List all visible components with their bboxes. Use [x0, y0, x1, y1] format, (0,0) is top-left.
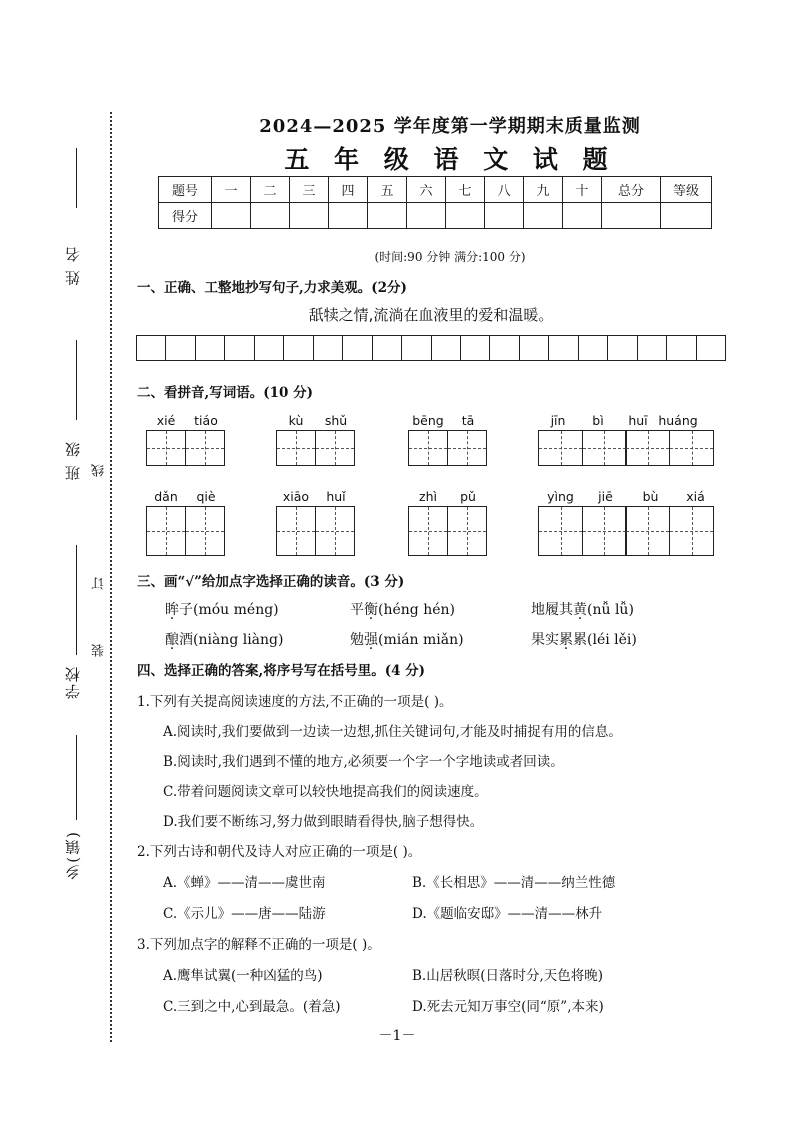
school-label: 学校: [64, 665, 82, 699]
town-blank: [76, 735, 77, 820]
char-text: 果实: [531, 632, 559, 648]
pinyin-label: huī: [628, 413, 648, 428]
score-cell[interactable]: [290, 203, 329, 229]
reading-options: 酒(niàng liàng): [179, 632, 284, 648]
tianzi-box[interactable]: [408, 430, 448, 466]
dotted-char: 黄: [573, 602, 587, 618]
tianzi-box[interactable]: [185, 506, 225, 556]
tianzi-box[interactable]: [625, 430, 670, 466]
question-2-stem: 2.下列古诗和朝代及诗人对应正确的一项是( )。: [137, 844, 422, 860]
tianzi-box[interactable]: [447, 430, 487, 466]
reading-options: 累(léi lěi): [573, 632, 637, 648]
dotted-char: 累: [559, 632, 573, 648]
score-header-cell: 三: [290, 177, 329, 203]
q2-option-a[interactable]: A.《蝉》——清——虞世南: [163, 875, 326, 891]
score-cell[interactable]: [446, 203, 485, 229]
section1-title: 一、正确、工整地抄写句子,力求美观。(2分): [137, 280, 407, 296]
score-header-cell: 十: [563, 177, 602, 203]
score-header-cell: 总分: [602, 177, 661, 203]
tianzi-box[interactable]: [669, 506, 714, 556]
pinyin-group: [276, 489, 356, 556]
reading-options: 子(móu méng): [179, 602, 279, 618]
tianzi-box[interactable]: [538, 506, 583, 556]
name-label: 姓 名: [64, 245, 82, 286]
pinyin-group: [538, 489, 718, 556]
score-cell[interactable]: [661, 203, 712, 229]
binding-sidebar: [0, 0, 120, 1123]
tianzi-box[interactable]: [276, 506, 316, 556]
name-blank: [76, 148, 77, 208]
pinyin-group: [146, 413, 226, 466]
question-1-stem: 1.下列有关提高阅读速度的方法,不正确的一项是( )。: [137, 694, 453, 710]
exam-subtitle: 五 年 级 语 文 试 题: [284, 145, 616, 174]
reading-options: (nǚ lǚ): [587, 602, 634, 618]
pinyin-label: zhì: [419, 489, 437, 504]
pinyin-label: xié: [156, 413, 176, 428]
pinyin-group: [538, 413, 713, 466]
tianzi-box[interactable]: [538, 430, 583, 466]
pinyin-label: tiáo: [194, 413, 218, 428]
pinyin-label: huǐ: [326, 489, 346, 504]
score-header-cell: 六: [407, 177, 446, 203]
score-cell[interactable]: [212, 203, 251, 229]
pinyin-label: kù: [288, 413, 304, 428]
reading-choice-item[interactable]: [165, 599, 279, 619]
tianzi-box[interactable]: [408, 506, 448, 556]
q3-option-d[interactable]: D.死去元知万事空(同“原”,本来): [412, 999, 604, 1015]
page-number: －1－: [378, 1028, 416, 1044]
q1-option-c[interactable]: C.带着问题阅读文章可以较快地提高我们的阅读速度。: [163, 784, 488, 800]
reading-choice-item[interactable]: [531, 629, 637, 649]
q3-option-a[interactable]: A.鹰隼试翼(一种凶猛的鸟): [163, 968, 323, 984]
pinyin-label: huáng: [658, 413, 698, 428]
q2-option-b[interactable]: B.《长相思》——清——纳兰性德: [412, 875, 616, 891]
score-header-cell: 二: [251, 177, 290, 203]
score-header-cell: 四: [329, 177, 368, 203]
score-header-cell: 九: [524, 177, 563, 203]
tianzi-box[interactable]: [582, 506, 627, 556]
pinyin-label: bù: [642, 489, 659, 504]
score-cell[interactable]: [251, 203, 290, 229]
reading-options: (héng hén): [378, 602, 455, 618]
pinyin-label: bì: [592, 413, 604, 428]
tianzi-box[interactable]: [146, 506, 186, 556]
pinyin-group: [276, 413, 356, 466]
tianzi-box[interactable]: [669, 430, 714, 466]
score-header-cell: 题号: [159, 177, 212, 203]
town-label: 乡(镇): [64, 830, 82, 880]
score-cell[interactable]: [563, 203, 602, 229]
tianzi-box[interactable]: [315, 506, 355, 556]
question-3-stem: 3.下列加点字的解释不正确的一项是( )。: [137, 937, 381, 953]
pinyin-label: tā: [461, 413, 475, 428]
pinyin-label: jīn: [550, 413, 566, 428]
reading-choice-item[interactable]: [350, 629, 464, 649]
dotted-char: 酿: [165, 632, 179, 648]
binding-mark-ding: 订: [92, 575, 107, 590]
score-cell[interactable]: [602, 203, 661, 229]
q1-option-d[interactable]: D.我们要不断练习,努力做到眼睛看得快,脑子想得快。: [163, 814, 484, 830]
reading-choice-item[interactable]: [531, 599, 634, 619]
score-row-label: 得分: [159, 203, 212, 229]
score-cell[interactable]: [524, 203, 563, 229]
q1-option-b[interactable]: B.阅读时,我们遇到不懂的地方,必须要一个字一个字地读或者回读。: [163, 754, 564, 770]
char-text: 勉: [350, 632, 364, 648]
exam-meta: (时间:90 分钟 满分:100 分): [374, 250, 526, 264]
pinyin-label: xiāo: [282, 489, 310, 504]
section2-title: 二、看拼音,写词语。(10 分): [137, 385, 313, 401]
dotted-char: 眸: [165, 602, 179, 618]
score-cell[interactable]: [368, 203, 407, 229]
score-header-cell: 等级: [661, 177, 712, 203]
score-cell[interactable]: [485, 203, 524, 229]
pinyin-label: jiē: [598, 489, 613, 504]
pinyin-label: xiá: [686, 489, 705, 504]
q3-option-b[interactable]: B.山居秋暝(日落时分,天色将晚): [412, 968, 604, 984]
dotted-char: 强: [364, 632, 378, 648]
copy-sentence: 舐犊之情,流淌在血液里的爱和温暖。: [308, 306, 554, 324]
score-cell[interactable]: [329, 203, 368, 229]
tianzi-box[interactable]: [146, 430, 186, 466]
exam-title: 2024—2025 学年度第一学期期末质量监测: [259, 116, 641, 137]
q3-option-c[interactable]: C.三到之中,心到最急。(着急): [163, 999, 341, 1015]
score-cell[interactable]: [407, 203, 446, 229]
score-header-cell: 八: [485, 177, 524, 203]
pinyin-label: pǔ: [460, 489, 476, 504]
section3-title: 三、画“√”给加点字选择正确的读音。(3 分): [137, 574, 405, 590]
score-header-cell: 一: [212, 177, 251, 203]
class-label: 班 级: [64, 440, 82, 481]
class-blank: [76, 340, 77, 420]
pinyin-group: [146, 489, 226, 556]
q2-option-d[interactable]: D.《题临安邸》——清——林升: [412, 906, 603, 922]
pinyin-group: [408, 489, 488, 556]
tianzi-box[interactable]: [447, 506, 487, 556]
dotted-char: 衡: [364, 602, 378, 618]
reading-choice-item[interactable]: [165, 629, 283, 649]
pinyin-label: shǔ: [324, 413, 348, 428]
pinyin-label: qiè: [196, 489, 216, 504]
tianzi-box[interactable]: [625, 506, 670, 556]
binding-dotted-line: [110, 112, 112, 1042]
pinyin-label: dǎn: [154, 489, 178, 504]
reading-choice-item[interactable]: [350, 599, 455, 619]
tianzi-box[interactable]: [315, 430, 355, 466]
school-blank: [76, 545, 77, 655]
reading-options: (mián miǎn): [378, 632, 464, 648]
tianzi-box[interactable]: [185, 430, 225, 466]
score-table: [158, 176, 712, 229]
q2-option-c[interactable]: C.《示儿》——唐——陆游: [163, 906, 326, 922]
char-text: 平: [350, 602, 364, 618]
pinyin-group: [408, 413, 488, 466]
tianzi-box[interactable]: [582, 430, 627, 466]
copy-writing-grid[interactable]: [136, 335, 726, 361]
binding-mark-zhuang: 装: [92, 642, 107, 657]
pinyin-label: yìng: [547, 489, 574, 504]
binding-mark-xian: 线: [92, 462, 107, 477]
score-header-cell: 七: [446, 177, 485, 203]
tianzi-box[interactable]: [276, 430, 316, 466]
q1-option-a[interactable]: A.阅读时,我们要做到一边读一边想,抓住关键词句,才能及时捕捉有用的信息。: [163, 724, 622, 740]
score-header-cell: 五: [368, 177, 407, 203]
pinyin-label: bēng: [412, 413, 444, 428]
section4-title: 四、选择正确的答案,将序号写在括号里。(4 分): [137, 663, 426, 679]
char-text: 地履其: [531, 602, 573, 618]
